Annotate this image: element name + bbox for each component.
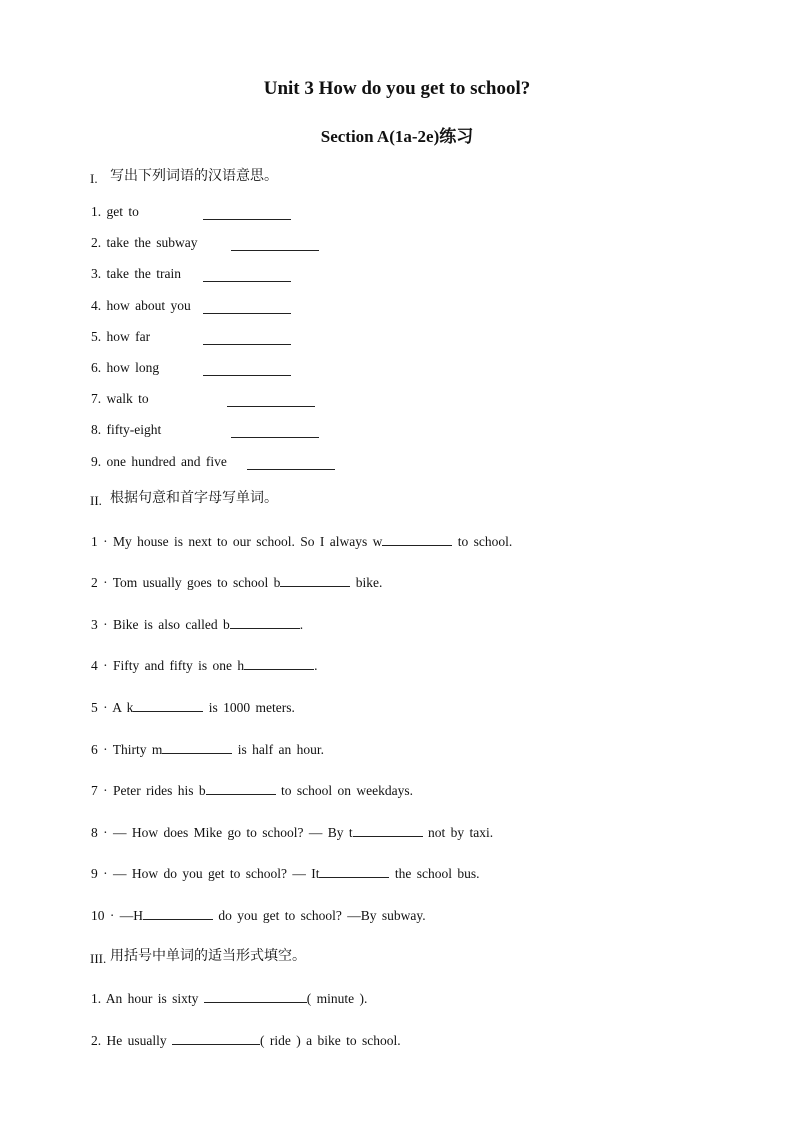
fill-sentence-5-text: 5 · A k: [91, 700, 134, 715]
vocab-item-6: 6. how long: [91, 360, 160, 375]
fill-sentence-8-text: 8 · — How does Mike go to school? — By t: [91, 825, 353, 840]
form-sentence-2-text: 2. He usually: [91, 1033, 172, 1048]
form-blank-1[interactable]: [204, 990, 307, 1003]
form-sentence-1-end: ( minute ).: [306, 991, 368, 1006]
section-2-instruction: 根据句意和首字母写单词。: [110, 490, 278, 506]
section-3-heading: [90, 945, 306, 965]
fill-sentence-3-text: 3 · Bike is also called b: [91, 617, 230, 632]
fill-sentence-6-end: is half an hour.: [232, 742, 324, 757]
fill-sentence-2-text: 2 · Tom usually goes to school b: [91, 575, 281, 590]
vocab-answer-blank-8[interactable]: [231, 437, 319, 438]
fill-sentence-9-text: 9 · — How do you get to school? — It: [91, 866, 320, 881]
fill-sentence-7-end: to school on weekdays.: [275, 783, 413, 798]
vocab-answer-blank-9[interactable]: [247, 469, 335, 470]
fill-blank-3[interactable]: [230, 616, 300, 629]
fill-sentence-6: [91, 741, 324, 758]
form-blank-2[interactable]: [172, 1032, 260, 1045]
fill-sentence-6-text: 6 · Thirty m: [91, 742, 163, 757]
fill-sentence-4: [91, 657, 317, 674]
section-1-instruction: 写出下列词语的汉语意思。: [110, 168, 278, 184]
fill-sentence-1-text: 1 · My house is next to our school. So I always w: [91, 534, 383, 549]
section-1-heading: [90, 165, 278, 185]
worksheet-title: Unit 3 How do you get to school?: [263, 78, 531, 99]
vocab-item-8: 8. fifty-eight: [91, 422, 162, 437]
section-2-heading: [90, 487, 278, 507]
fill-blank-6[interactable]: [162, 741, 232, 754]
fill-sentence-4-text: 4 · Fifty and fifty is one h: [91, 658, 245, 673]
vocab-item-9: 9. one hundred and five: [91, 454, 227, 469]
form-sentence-1-text: 1. An hour is sixty: [91, 991, 204, 1006]
fill-blank-7[interactable]: [206, 782, 276, 795]
fill-sentence-1-end: to school.: [452, 534, 513, 549]
vocab-answer-blank-7[interactable]: [227, 406, 315, 407]
fill-blank-9[interactable]: [319, 865, 389, 878]
form-sentence-2: [91, 1032, 401, 1049]
vocab-answer-blank-2[interactable]: [231, 250, 319, 251]
fill-sentence-5-end: is 1000 meters.: [203, 700, 295, 715]
fill-sentence-1: [91, 533, 512, 550]
fill-sentence-4-end: .: [314, 658, 318, 673]
fill-sentence-5: [91, 699, 295, 716]
fill-sentence-10-end: do you get to school? —By subway.: [213, 908, 426, 923]
fill-blank-5[interactable]: [133, 699, 203, 712]
vocab-item-1: 1. get to: [91, 204, 139, 219]
fill-sentence-9: [91, 865, 479, 882]
vocab-item-5: 5. how far: [91, 329, 151, 344]
vocab-item-7: 7. walk to: [91, 391, 149, 406]
fill-sentence-3-end: .: [299, 617, 304, 632]
fill-sentence-7-text: 7 · Peter rides his b: [91, 783, 206, 798]
section-1-number: I.: [90, 171, 98, 186]
vocab-answer-blank-1[interactable]: [203, 219, 291, 220]
vocab-item-4: 4. how about you: [91, 298, 191, 313]
fill-blank-8[interactable]: [353, 824, 423, 837]
section-3-number: III.: [90, 951, 107, 966]
fill-blank-2[interactable]: [280, 574, 350, 587]
fill-blank-1[interactable]: [382, 533, 452, 546]
fill-sentence-10-text: 10 · —H: [91, 908, 143, 923]
worksheet-subtitle: Section A(1a-2e)练习: [320, 127, 474, 146]
fill-sentence-7: [91, 782, 413, 799]
vocab-answer-blank-3[interactable]: [203, 281, 291, 282]
vocab-answer-blank-6[interactable]: [203, 375, 291, 376]
fill-blank-4[interactable]: [244, 657, 314, 670]
fill-sentence-8-end: not by taxi.: [422, 825, 494, 840]
fill-sentence-9-end: the school bus.: [389, 866, 480, 881]
vocab-answer-blank-5[interactable]: [203, 344, 291, 345]
section-3-instruction: 用括号中单词的适当形式填空。: [110, 948, 306, 964]
vocab-answer-blank-4[interactable]: [203, 313, 291, 314]
fill-sentence-3: [91, 616, 303, 633]
vocab-item-2: 2. take the subway: [91, 235, 198, 250]
section-2-number: II.: [90, 493, 102, 508]
fill-sentence-8: [91, 824, 493, 841]
vocab-item-3: 3. take the train: [91, 266, 181, 281]
fill-sentence-2-end: bike.: [350, 575, 383, 590]
fill-blank-10[interactable]: [143, 907, 213, 920]
fill-sentence-10: [91, 907, 426, 924]
fill-sentence-2: [91, 574, 382, 591]
form-sentence-1: [91, 990, 367, 1007]
form-sentence-2-end: ( ride ) a bike to school.: [260, 1033, 401, 1048]
